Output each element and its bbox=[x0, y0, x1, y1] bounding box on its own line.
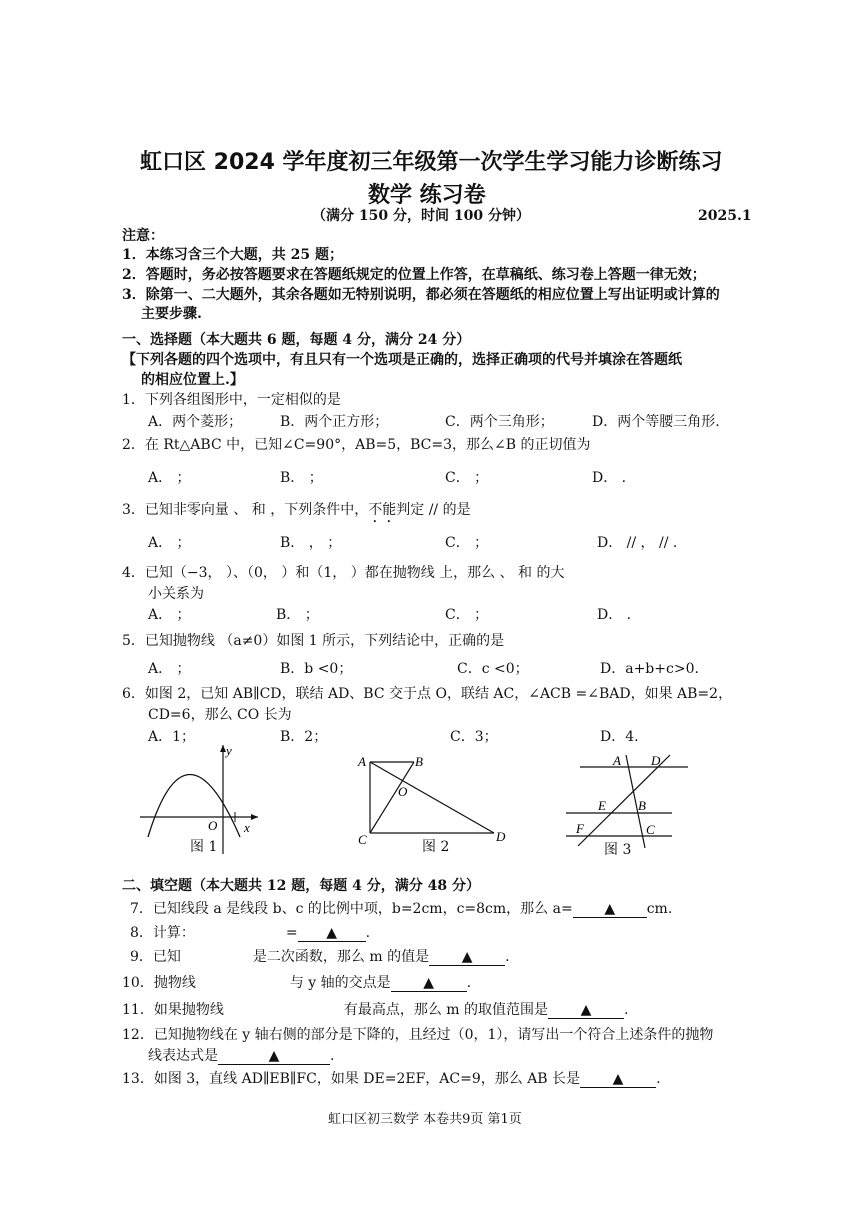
fig2-caption: 图 2 bbox=[422, 839, 450, 855]
q2-option-c: C． ； bbox=[445, 470, 489, 486]
q13-stem: 13．如图 3，直线 AD∥EB∥FC，如果 DE=2EF，AC=9，那么 AB 长是 bbox=[122, 1071, 581, 1087]
section1-heading: 一、选择题（本大题共 6 题，每题 4 分，满分 24 分） bbox=[122, 332, 471, 348]
fig3-label-d: D bbox=[651, 753, 661, 768]
q3-option-b: B． ， ； bbox=[280, 535, 342, 551]
q2-option-d: D． . bbox=[592, 470, 627, 486]
q8-stem: 8．计算： bbox=[130, 925, 195, 941]
score-time: （满分 150 分，时间 100 分钟） bbox=[312, 208, 530, 224]
q10-end: . bbox=[466, 975, 472, 991]
fig1-parabola-curve bbox=[148, 775, 240, 838]
q11-end: . bbox=[624, 1002, 629, 1018]
fig2-segment-ad bbox=[370, 762, 494, 833]
fig1-x-arrow bbox=[251, 814, 258, 820]
q5-option-d: D．a+b+c>0. bbox=[600, 661, 699, 677]
fig3-label-b: B bbox=[638, 798, 646, 813]
q8 bbox=[130, 923, 370, 943]
q9-end: . bbox=[505, 949, 510, 965]
q7-stem: 7．已知线段 a 是线段 b、c 的比例中项，b=2cm，c=8cm，那么 a= bbox=[130, 901, 573, 917]
q3-stem-post: 判定 // 的是 bbox=[396, 502, 471, 518]
q2-option-a: A． ； bbox=[148, 470, 191, 486]
q6-stem: 6．如图 2，已知 AB∥CD，联结 AD、BC 交于点 O，联结 AC，∠ACB =∠BAD，如果 AB=2， bbox=[122, 686, 733, 702]
q5-option-a: A． ； bbox=[148, 661, 191, 677]
q4-stem-cont: 小关系为 bbox=[148, 586, 204, 602]
fig2-label-a: A bbox=[358, 754, 366, 769]
q9 bbox=[130, 947, 510, 967]
q8-end: . bbox=[365, 925, 371, 941]
q10-stem-mid: 与 y 轴的交点是 bbox=[289, 975, 391, 991]
q11-stem: 11．如果抛物线 bbox=[122, 1002, 224, 1018]
fig3-label-c: C bbox=[646, 822, 655, 837]
fig2-segment-bc bbox=[370, 762, 414, 833]
q1-stem: 1．下列各组图形中，一定相似的是 bbox=[122, 392, 341, 408]
q6-stem-cont: CD=6，那么 CO 长为 bbox=[148, 707, 292, 723]
q6-option-d: D．4. bbox=[600, 729, 639, 745]
q11 bbox=[122, 1000, 628, 1020]
fig2-label-o: O bbox=[398, 784, 408, 799]
section1-instruction-cont: 的相应位置上.】 bbox=[141, 372, 244, 388]
q6-option-c: C．3； bbox=[450, 729, 498, 745]
q4-option-c: C． ； bbox=[445, 607, 489, 623]
page-subtitle: 数学 练习卷 bbox=[368, 183, 486, 208]
q3-option-c: C． ； bbox=[445, 535, 489, 551]
q8-answer-blank: ▲ bbox=[298, 925, 366, 942]
q1-option-a: A．两个菱形； bbox=[148, 414, 243, 430]
q4-option-a: A． ； bbox=[148, 607, 191, 623]
exam-date: 2025.1 bbox=[698, 208, 752, 224]
fig3-caption: 图 3 bbox=[604, 842, 632, 858]
q4-stem: 4．已知（−3， ）、（0， ）和（1， ）都在抛物线 上，那么 、 和 的大 bbox=[122, 565, 565, 581]
q5-stem: 5．已知抛物线 （a≠0）如图 1 所示，下列结论中，正确的是 bbox=[122, 633, 505, 649]
q2-stem: 2．在 Rt△ABC 中，已知∠C=90°，AB=5，BC=3，那么∠B 的正切值为 bbox=[122, 437, 591, 453]
q12-answer-line bbox=[148, 1046, 334, 1066]
q6-option-a: A．1； bbox=[148, 729, 196, 745]
fig3-label-f: F bbox=[576, 821, 584, 836]
section2-heading: 二、填空题（本大题共 12 题，每题 4 分，满分 48 分） bbox=[122, 878, 480, 894]
q5-option-c: C．c <0； bbox=[457, 661, 529, 677]
q13-answer-blank: ▲ bbox=[580, 1071, 656, 1088]
q9-answer-blank: ▲ bbox=[429, 949, 505, 966]
fig3-transversal-def bbox=[578, 755, 670, 846]
q6-option-b: B．2； bbox=[280, 729, 328, 745]
fig1-caption: 图 1 bbox=[190, 839, 218, 855]
fig1-y-label: y bbox=[226, 743, 232, 758]
fig2-label-c: C bbox=[358, 832, 367, 847]
fig2-label-b: B bbox=[415, 754, 423, 769]
q3-stem-pre: 3．已知非零向量 、 和 ，下列条件中， bbox=[122, 502, 369, 518]
q4-option-d: D． . bbox=[597, 607, 632, 623]
section1-instruction: 【下列各题的四个选项中，有且只有一个选项是正确的，选择正确项的代号并填涂在答题纸 bbox=[122, 352, 682, 368]
q7-answer-blank: ▲ bbox=[573, 901, 647, 918]
q1-option-c: C．两个三角形； bbox=[445, 414, 554, 430]
notice-label: 注意： bbox=[122, 228, 164, 244]
notice-item-1: 1．本练习含三个大题，共 25 题； bbox=[122, 247, 343, 263]
fig3-label-a: A bbox=[613, 753, 621, 768]
q11-stem-mid: 有最高点，那么 m 的取值范围是 bbox=[343, 1002, 549, 1018]
q1-option-b: B．两个正方形； bbox=[280, 414, 389, 430]
q4-option-b: B． ； bbox=[276, 607, 319, 623]
q10 bbox=[122, 973, 471, 993]
fig1-origin-label: O bbox=[208, 818, 218, 833]
q7 bbox=[130, 899, 672, 919]
q12-stem: 12．已知抛物线在 y 轴右侧的部分是下降的，且经过（0，1），请写出一个符合上述条件的抛物 bbox=[122, 1027, 714, 1043]
fig3-label-e: E bbox=[598, 798, 606, 813]
figure-3-parallel-lines bbox=[560, 750, 695, 850]
q12-end: . bbox=[330, 1048, 335, 1064]
q9-stem: 9．已知 bbox=[130, 949, 181, 965]
q3-option-a: A． ； bbox=[148, 535, 191, 551]
notice-item-3: 3．除第一、二大题外，其余各题如无特别说明，都必须在答题纸的相应位置上写出证明或计算的 bbox=[122, 287, 720, 303]
q3-option-d: D． // ， // . bbox=[597, 535, 678, 551]
page-title: 虹口区 2024 学年度初三年级第一次学生学习能力诊断练习 bbox=[140, 150, 723, 175]
q3-stem-emphasis: 不能 bbox=[368, 502, 397, 518]
q9-stem-mid: 是二次函数，那么 m 的值是 bbox=[252, 949, 430, 965]
q1-option-d: D．两个等腰三角形. bbox=[592, 414, 720, 430]
q5-option-b: B．b <0； bbox=[280, 661, 353, 677]
notice-item-2: 2．答题时，务必按答题要求在答题纸规定的位置上作答，在草稿纸、练习卷上答题一律无效； bbox=[122, 267, 706, 283]
q11-answer-blank: ▲ bbox=[548, 1002, 624, 1019]
q3-stem bbox=[122, 500, 471, 526]
fig2-label-d: D bbox=[496, 829, 506, 844]
page-footer: 虹口区初三数学 本卷共9页 第1页 bbox=[328, 1112, 522, 1127]
q13-end: . bbox=[656, 1071, 661, 1087]
q8-equals: = bbox=[285, 925, 298, 941]
q2-option-b: B． ； bbox=[280, 470, 323, 486]
q10-stem: 10．抛物线 bbox=[122, 975, 196, 991]
q12-stem-cont: 线表达式是 bbox=[148, 1048, 218, 1064]
q10-answer-blank: ▲ bbox=[391, 975, 467, 992]
fig1-x-label: x bbox=[244, 820, 250, 835]
q7-unit: cm. bbox=[646, 901, 673, 917]
q12-answer-blank: ▲ bbox=[218, 1048, 330, 1065]
notice-item-3-cont: 主要步骤. bbox=[141, 306, 202, 322]
q13 bbox=[122, 1069, 661, 1089]
figure-2-triangles bbox=[352, 752, 522, 847]
